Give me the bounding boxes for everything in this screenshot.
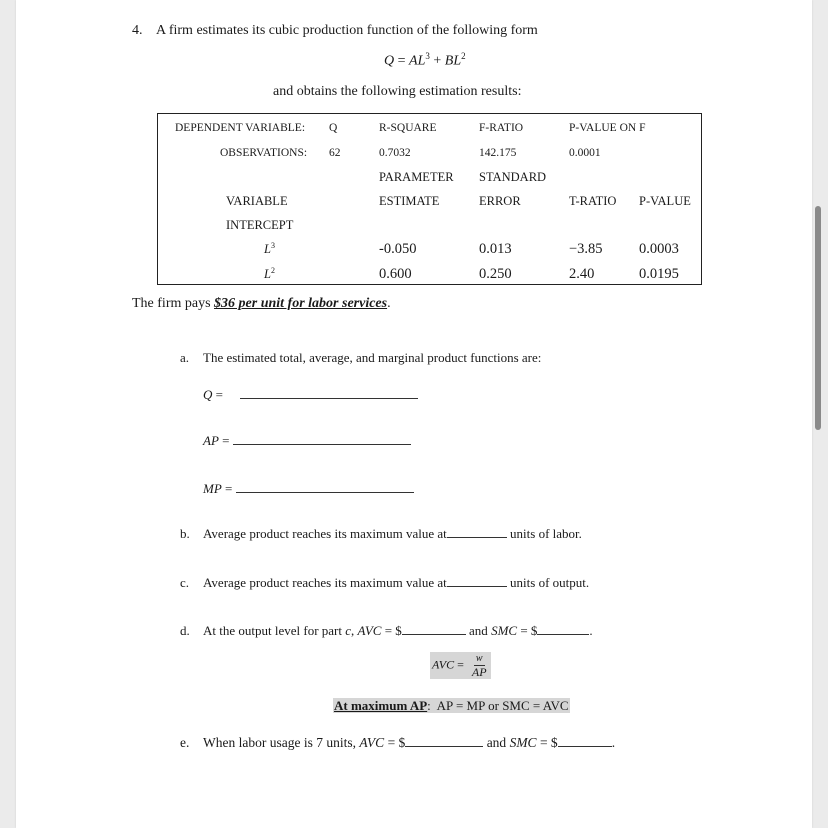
labor-price-statement: The firm pays $36 per unit for labor services.	[132, 296, 391, 311]
error-label: ERROR	[479, 194, 521, 208]
vertical-scrollbar[interactable]	[815, 206, 821, 430]
question-d: At the output level for part c, AVC = $ and SMC = $ .	[203, 623, 593, 638]
question-b-letter: b.	[180, 526, 190, 541]
p-value-f-label: P-VALUE ON F	[569, 122, 646, 134]
question-b-answer-line[interactable]	[447, 537, 507, 538]
question-c-answer-line[interactable]	[447, 586, 507, 587]
row-l3-variable: $L^3$	[264, 241, 275, 257]
mp-answer-line[interactable]	[236, 492, 414, 493]
f-ratio-label: F-RATIO	[479, 122, 524, 134]
question-c-letter: c.	[180, 575, 190, 590]
observations-label: OBSERVATIONS:	[220, 147, 308, 159]
row-l3-p-value: 0.0003	[639, 241, 679, 257]
p-value-label: P-VALUE	[639, 194, 691, 208]
question-a-text: The estimated total, average, and marginal product functions are:	[203, 350, 542, 365]
standard-label: STANDARD	[479, 170, 547, 184]
ap-answer-line[interactable]	[233, 444, 411, 445]
q-answer-line[interactable]	[240, 398, 418, 399]
p-value-f-value: 0.0001	[569, 147, 601, 159]
avc-formula: AVC = $\frac{w}{AP}$	[430, 652, 491, 679]
question-e-smc-answer-line[interactable]	[558, 746, 612, 747]
question-d-letter: d.	[180, 623, 190, 638]
row-l3-t-ratio: −3.85	[569, 241, 603, 257]
row-l3-std-error: 0.013	[479, 241, 512, 257]
row-l2-std-error: 0.250	[479, 266, 512, 282]
max-ap-note: At maximum AP: AP = MP or SMC = AVC	[334, 698, 569, 713]
question-e: When labor usage is 7 units, AVC = $ and SMC = $ .	[203, 735, 616, 750]
q-function-blank: Q =	[203, 387, 418, 403]
parameter-label: PARAMETER	[379, 170, 454, 184]
row-l2-t-ratio: 2.40	[569, 266, 595, 282]
f-ratio-value: 142.175	[479, 147, 517, 159]
estimation-results-table	[157, 113, 702, 285]
document-page	[16, 0, 812, 828]
row-l3-estimate: -0.050	[379, 241, 417, 257]
intercept-label: INTERCEPT	[226, 218, 294, 232]
question-d-smc-answer-line[interactable]	[537, 634, 589, 635]
observations-value: 62	[329, 147, 341, 159]
labor-price-emphasis: $36 per unit for labor services	[214, 296, 388, 311]
estimate-label: ESTIMATE	[379, 194, 440, 208]
question-b: Average product reaches its maximum value at units of labor.	[203, 526, 582, 541]
r-square-value: 0.7032	[379, 147, 411, 159]
avc-fraction: $\frac{w}{AP}$	[471, 653, 487, 679]
t-ratio-label: T-RATIO	[569, 194, 617, 208]
question-c: Average product reaches its maximum value at units of output.	[203, 575, 590, 590]
production-function-formula: $Q = AL^3 + BL^2$	[384, 51, 466, 69]
results-intro: and obtains the following estimation results:	[273, 84, 522, 99]
question-a-letter: a.	[180, 350, 190, 365]
row-l2-p-value: 0.0195	[639, 266, 679, 282]
question-e-letter: e.	[180, 735, 190, 750]
row-l2-variable: $L^2$	[264, 266, 275, 282]
problem-intro: A firm estimates its cubic production function of the following form	[156, 23, 538, 38]
problem-number: 4.	[132, 23, 143, 38]
dep-var-label: DEPENDENT VARIABLE:	[175, 122, 306, 134]
row-l2-estimate: 0.600	[379, 266, 412, 282]
dep-var-value: Q	[329, 122, 338, 134]
r-square-label: R-SQUARE	[379, 122, 437, 134]
variable-label: VARIABLE	[226, 194, 288, 208]
question-e-avc-answer-line[interactable]	[405, 746, 483, 747]
ap-function-blank: AP =	[203, 433, 411, 449]
mp-function-blank: MP =	[203, 481, 414, 497]
question-d-avc-answer-line[interactable]	[402, 634, 466, 635]
